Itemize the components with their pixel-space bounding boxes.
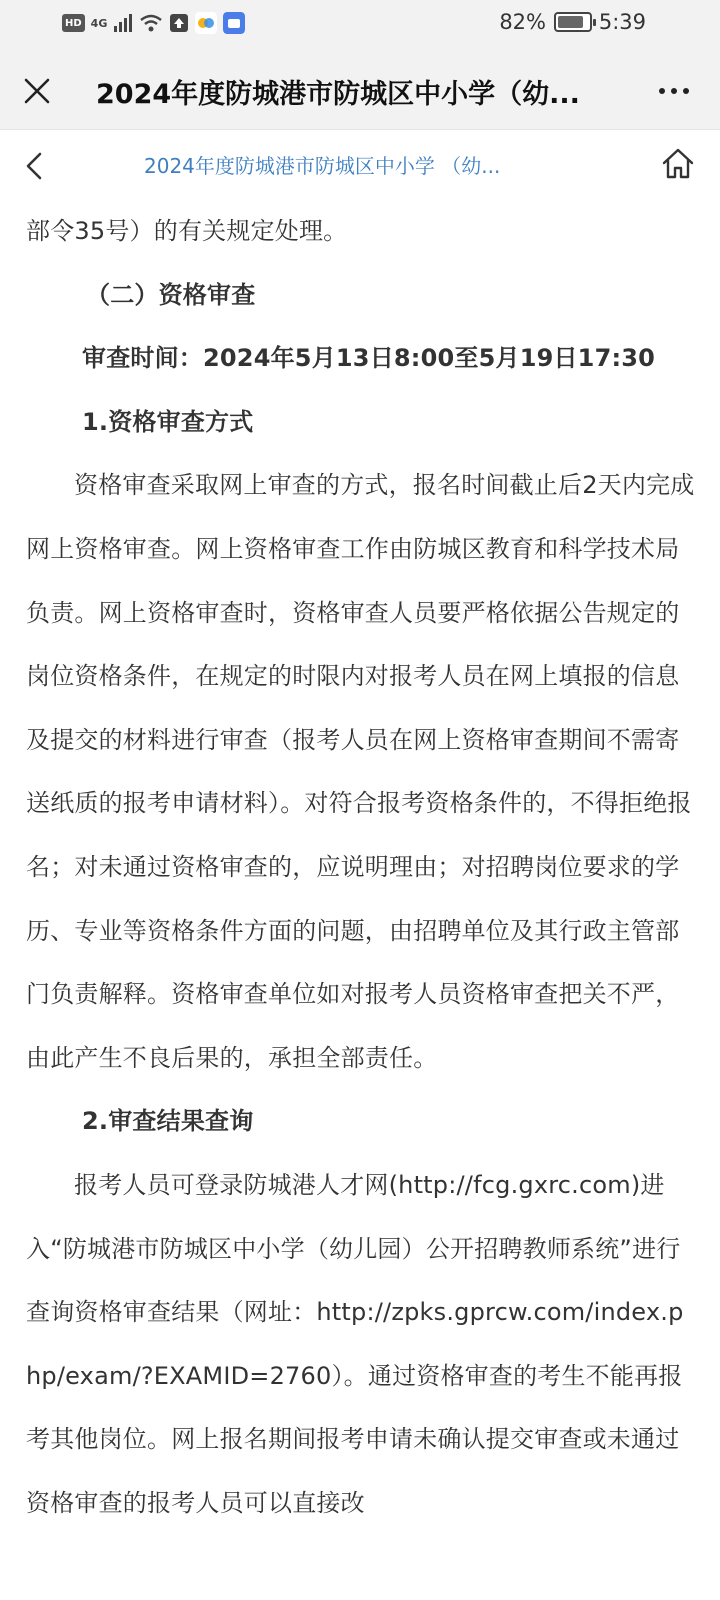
- battery-icon: [554, 12, 592, 32]
- status-bar: [0, 0, 720, 52]
- status-icons-right: [499, 10, 592, 34]
- chevron-left-icon: [16, 146, 56, 186]
- more-icon-dot: [659, 88, 665, 94]
- subsection-body-2: 报考人员可登录防城港人才网(http://fcg.gxrc.com)进入“防城港市防城区中小学（幼儿园）公开招聘教师系统”进行查询资格审查结果（网址：http://zpks.gprcw.com/index.php/exam/?EXAMID=2760）。通过资格审查的考生不能再报考其他岗位。网上报名期间报考申请未确认提交审查或未通过资格审查的报考人员可以直接改: [26, 1170, 684, 1517]
- app-notification-icon: [195, 12, 217, 34]
- battery-percent: 82%: [499, 10, 546, 34]
- article-body: [26, 200, 696, 1535]
- page-nav: [0, 130, 720, 200]
- section-heading: （二）资格审查: [86, 280, 256, 309]
- app-title: 2024年度防城港市防城区中小学（幼...: [96, 79, 580, 110]
- battery-level: [558, 16, 583, 28]
- wifi-icon: [139, 14, 163, 32]
- status-icons-left: [62, 12, 245, 34]
- subsection-heading-1: 1.资格审查方式: [82, 407, 254, 436]
- upload-icon: [169, 13, 189, 33]
- more-icon-dot: [683, 88, 689, 94]
- assistant-notification-icon: [223, 12, 245, 34]
- hd-icon: HD: [62, 14, 85, 32]
- page-title: 2024年度防城港市防城区中小学 （幼...: [144, 154, 501, 178]
- review-time: 审查时间：2024年5月13日8:00至5月19日17:30: [82, 344, 656, 373]
- close-icon: [23, 77, 51, 105]
- subsection-heading-2: 2.审查结果查询: [82, 1107, 254, 1136]
- signal-icon: [113, 14, 133, 32]
- paragraph-lead: 部令35号）的有关规定处理。: [26, 217, 348, 245]
- app-header: [0, 52, 720, 130]
- network-type-icon: 4G: [90, 16, 108, 30]
- more-button[interactable]: [650, 76, 698, 106]
- home-button[interactable]: [658, 144, 698, 184]
- back-button[interactable]: [16, 146, 56, 186]
- clock: 5:39: [598, 10, 646, 34]
- more-icon-dot: [671, 88, 677, 94]
- home-icon: [658, 144, 698, 184]
- close-button[interactable]: [14, 68, 60, 114]
- subsection-body-1: 资格审查采取网上审查的方式，报名时间截止后2天内完成网上资格审查。网上资格审查工作由防城区教育和科学技术局负责。网上资格审查时，资格审查人员要严格依据公告规定的岗位资格条件，在规定的时限内对报考人员在网上填报的信息及提交的材料进行审查（报考人员在网上资格审查期间不需寄送纸质的报考申请材料）。对符合报考资格条件的，不得拒绝报名；对未通过资格审查的，应说明理由；对招聘岗位要求的学历、专业等资格条件方面的问题，由招聘单位及其行政主管部门负责解释。资格审查单位如对报考人员资格审查把关不严，由此产生不良后果的，承担全部责任。: [26, 471, 695, 1072]
